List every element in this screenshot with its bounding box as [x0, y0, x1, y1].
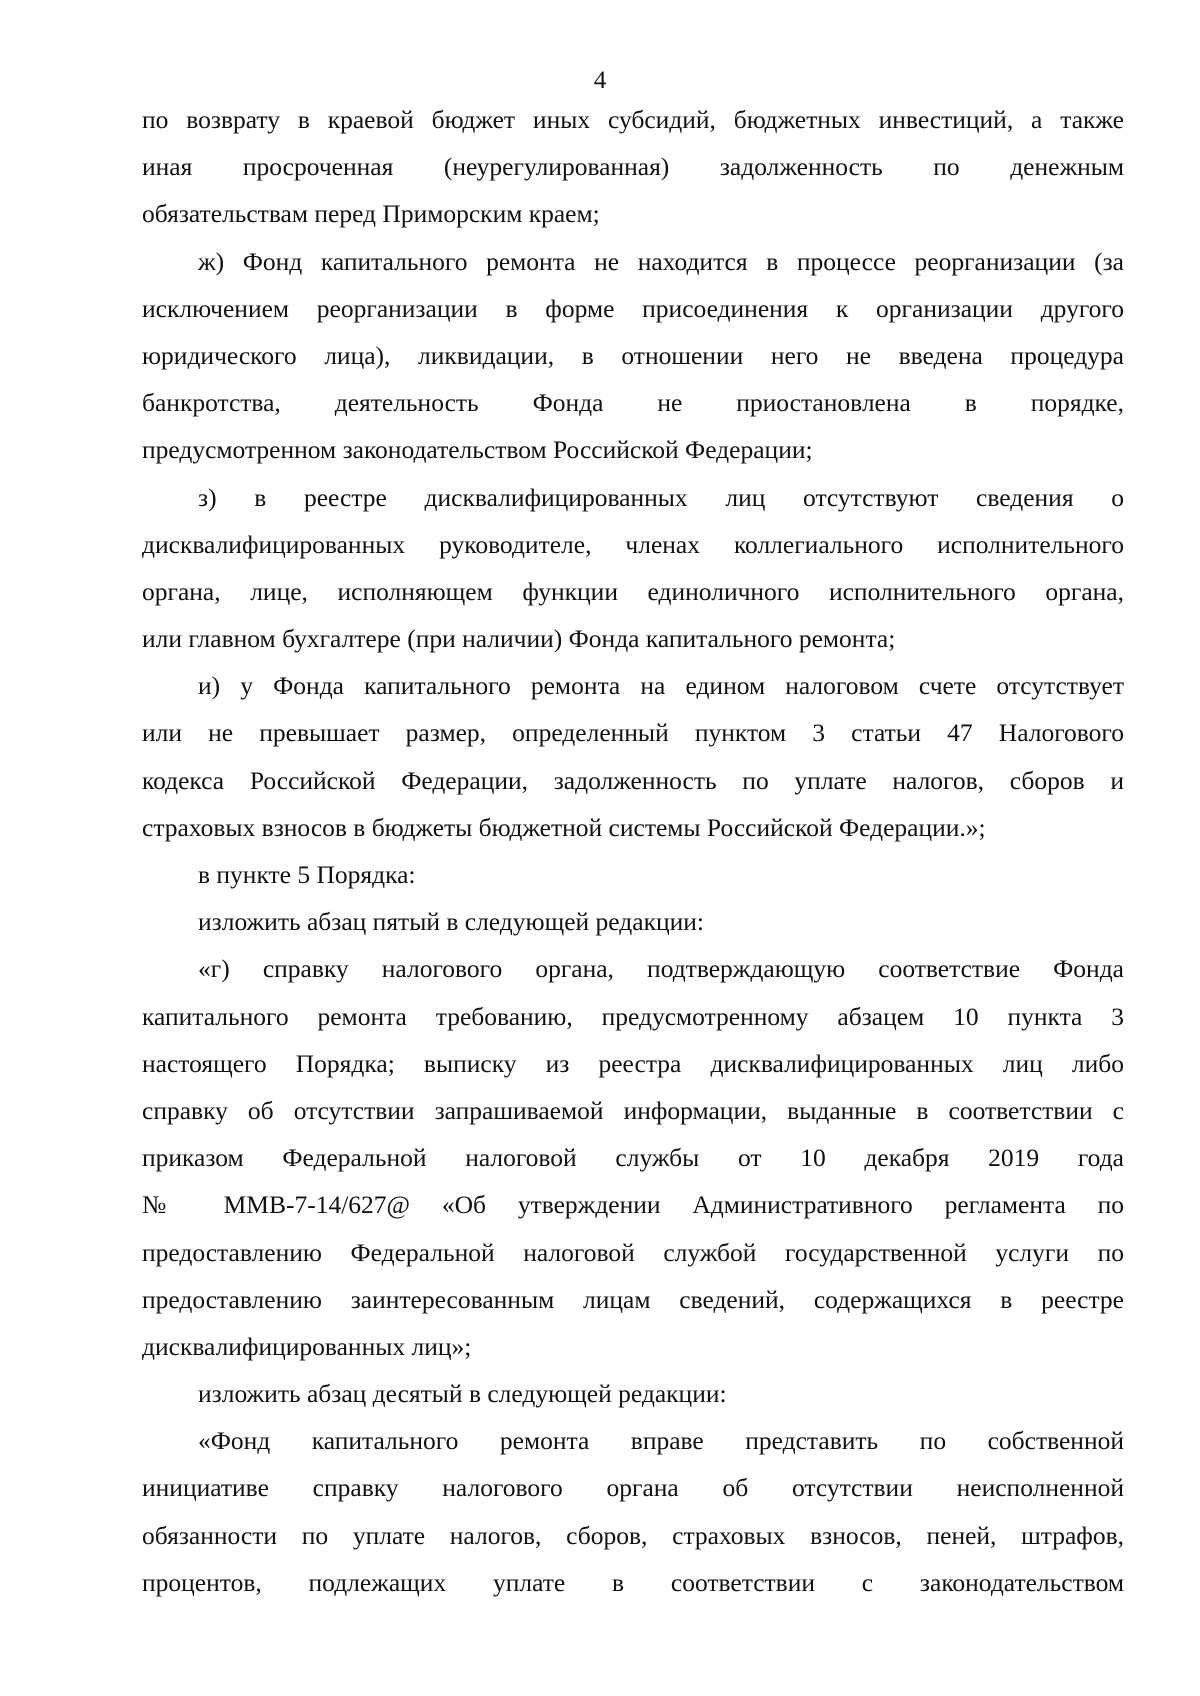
text-line: и) у Фонда капитального ремонта на едином налоговом счете отсутствует	[198, 671, 1124, 701]
text-line: обязательствам перед Приморским краем;	[142, 199, 600, 229]
text-line: з) в реестре дисквалифицированных лиц отсутствуют сведения о	[198, 482, 1124, 512]
text-line: предоставлению Федеральной налоговой службой государственной услуги по	[142, 1237, 1124, 1267]
text-line: в пункте 5 Порядка:	[198, 860, 416, 889]
text-line: кодекса Российской Федерации, задолженность по уплате налогов, сборов и	[142, 765, 1124, 795]
text-line: приказом Федеральной налоговой службы от 10 декабря 2019 года	[142, 1143, 1124, 1173]
text-line: «Фонд капитального ремонта вправе представить по собственной	[198, 1426, 1124, 1456]
text-line: или главном бухгалтере (при наличии) Фонда капитального ремонта;	[142, 624, 896, 654]
page-number: 4	[593, 67, 607, 94]
text-line: изложить абзац десятый в следующей редакции:	[198, 1379, 727, 1409]
document-body	[142, 96, 1124, 1606]
text-line: иная просроченная (неурегулированная) задолженность по денежным	[142, 152, 1124, 182]
text-line: справку об отсутствии запрашиваемой информации, выданные в соответствии с	[142, 1095, 1124, 1125]
text-line: по возврату в краевой бюджет иных субсидий, бюджетных инвестиций, а также	[142, 105, 1124, 134]
text-line: инициативе справку налогового органа об отсутствии неисполненной	[142, 1473, 1124, 1503]
text-line: обязанности по уплате налогов, сборов, страховых взносов, пеней, штрафов,	[142, 1520, 1124, 1550]
text-line: предусмотренном законодательством Российской Федерации;	[142, 435, 813, 465]
text-line: или не превышает размер, определенный пунктом 3 статьи 47 Налогового	[142, 718, 1124, 748]
text-line: процентов, подлежащих уплате в соответствии с законодательством	[142, 1567, 1124, 1597]
text-line: исключением реорганизации в форме присоединения к организации другого	[142, 293, 1124, 323]
text-line: ж) Фонд капитального ремонта не находится в процессе реорганизации (за	[198, 246, 1124, 276]
text-line: юридического лица), ликвидации, в отношении него не введена процедура	[142, 340, 1124, 370]
text-line: № ММВ-7-14/627@ «Об утверждении Административного регламента по	[142, 1190, 1124, 1220]
text-line: дисквалифицированных руководителе, членах коллегиального исполнительного	[142, 529, 1124, 559]
text-line: «г) справку налогового органа, подтверждающую соответствие Фонда	[198, 954, 1124, 984]
text-line: предоставлению заинтересованным лицам сведений, содержащихся в реестре	[142, 1284, 1124, 1314]
text-line: страховых взносов в бюджеты бюджетной системы Российской Федерации.»;	[142, 812, 986, 842]
text-line: органа, лице, исполняющем функции единоличного исполнительного органа,	[142, 576, 1124, 606]
text-line: настоящего Порядка; выписку из реестра дисквалифицированных лиц либо	[142, 1048, 1124, 1078]
text-line: дисквалифицированных лиц»;	[142, 1331, 472, 1361]
text-line: капитального ремонта требованию, предусмотренному абзацем 10 пункта 3	[142, 1001, 1124, 1031]
text-line: изложить абзац пятый в следующей редакции:	[198, 907, 704, 937]
text-line: банкротства, деятельность Фонда не приостановлена в порядке,	[142, 388, 1124, 418]
